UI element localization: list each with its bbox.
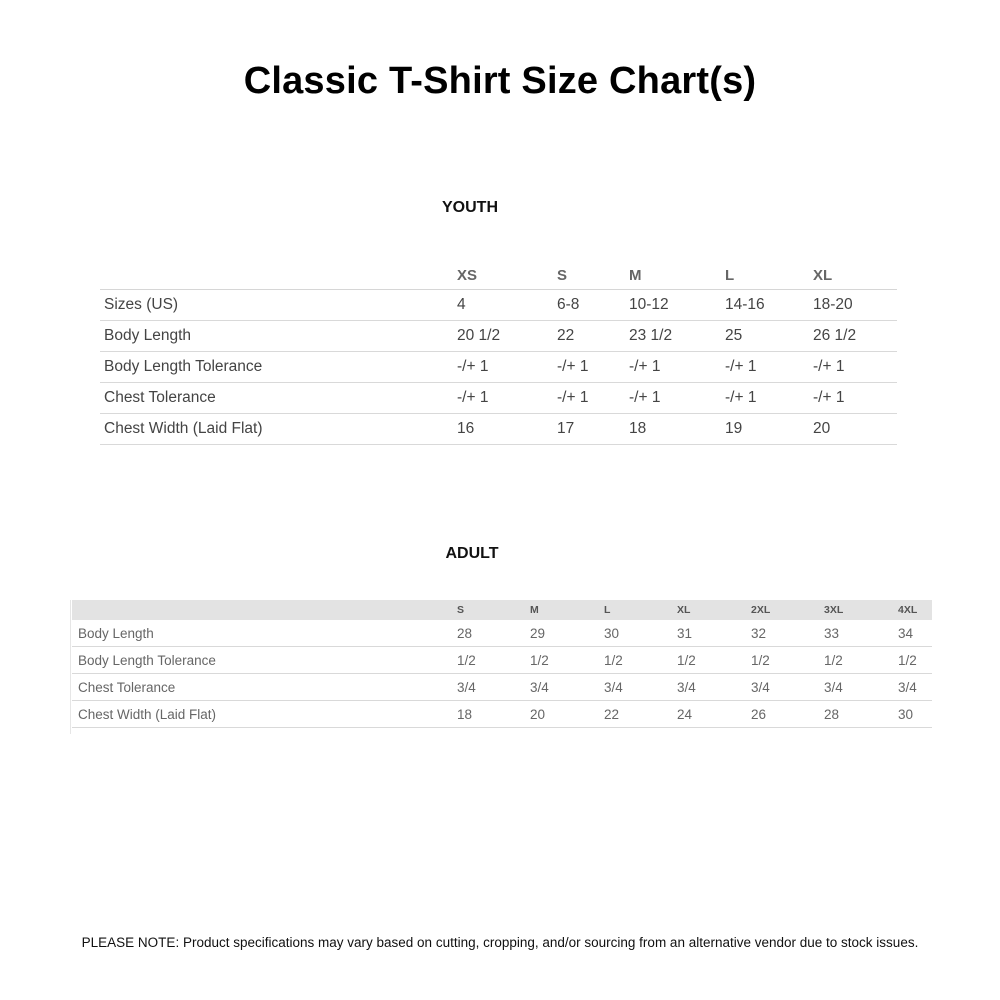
table-row: [72, 674, 932, 701]
table-cell: 18: [457, 701, 530, 728]
table-cell: 25: [725, 321, 813, 352]
row-label: Body Length Tolerance: [100, 352, 457, 383]
table-cell: -/+ 1: [813, 383, 897, 414]
row-label: Chest Tolerance: [72, 674, 457, 701]
youth-header-label-cell: [100, 262, 457, 290]
table-cell: 24: [677, 701, 751, 728]
table-cell: 16: [457, 414, 557, 445]
table-cell: 30: [604, 620, 677, 647]
adult-header-label-cell: [72, 600, 457, 620]
table-cell: -/+ 1: [457, 383, 557, 414]
adult-section-title: ADULT: [445, 545, 499, 562]
adult-col-header: 2XL: [751, 600, 824, 620]
table-cell: 18-20: [813, 290, 897, 321]
table-cell: 23 1/2: [629, 321, 725, 352]
youth-col-header: L: [725, 262, 813, 290]
table-cell: 1/2: [457, 647, 530, 674]
table-row: [100, 290, 897, 321]
table-cell: 1/2: [677, 647, 751, 674]
row-label: Sizes (US): [100, 290, 457, 321]
adult-size-table: [72, 600, 932, 728]
table-cell: 3/4: [604, 674, 677, 701]
table-cell: -/+ 1: [557, 383, 629, 414]
table-cell: 1/2: [898, 647, 932, 674]
table-row: [100, 321, 897, 352]
youth-col-header: XS: [457, 262, 557, 290]
table-row: [100, 414, 897, 445]
adult-col-header: S: [457, 600, 530, 620]
table-row: [72, 701, 932, 728]
table-row: [100, 383, 897, 414]
table-cell: -/+ 1: [629, 352, 725, 383]
youth-section-title: YOUTH: [442, 199, 498, 216]
table-row: [72, 647, 932, 674]
adult-header-row: [72, 600, 932, 620]
table-cell: 30: [898, 701, 932, 728]
table-cell: 1/2: [604, 647, 677, 674]
youth-header-row: [100, 262, 897, 290]
table-cell: 10-12: [629, 290, 725, 321]
table-cell: 32: [751, 620, 824, 647]
row-label: Body Length: [100, 321, 457, 352]
table-cell: 3/4: [898, 674, 932, 701]
table-cell: -/+ 1: [725, 352, 813, 383]
table-cell: 22: [557, 321, 629, 352]
table-cell: 1/2: [530, 647, 604, 674]
table-cell: 6-8: [557, 290, 629, 321]
table-cell: 14-16: [725, 290, 813, 321]
table-cell: 4: [457, 290, 557, 321]
table-cell: 22: [604, 701, 677, 728]
adult-table-container: [70, 600, 933, 734]
table-cell: 20 1/2: [457, 321, 557, 352]
table-cell: 28: [824, 701, 898, 728]
table-row: [100, 352, 897, 383]
table-cell: 3/4: [751, 674, 824, 701]
table-cell: 20: [813, 414, 897, 445]
row-label: Body Length Tolerance: [72, 647, 457, 674]
table-cell: 3/4: [457, 674, 530, 701]
adult-col-header: L: [604, 600, 677, 620]
table-cell: 26 1/2: [813, 321, 897, 352]
adult-col-header: M: [530, 600, 604, 620]
table-cell: -/+ 1: [557, 352, 629, 383]
youth-size-table: [100, 262, 897, 445]
row-label: Chest Width (Laid Flat): [72, 701, 457, 728]
adult-col-header: 4XL: [898, 600, 932, 620]
table-cell: -/+ 1: [457, 352, 557, 383]
table-cell: 28: [457, 620, 530, 647]
adult-col-header: 3XL: [824, 600, 898, 620]
youth-col-header: M: [629, 262, 725, 290]
youth-col-header: S: [557, 262, 629, 290]
table-cell: 19: [725, 414, 813, 445]
table-cell: 18: [629, 414, 725, 445]
row-label: Body Length: [72, 620, 457, 647]
table-cell: -/+ 1: [725, 383, 813, 414]
adult-col-header: XL: [677, 600, 751, 620]
table-cell: 3/4: [530, 674, 604, 701]
table-cell: -/+ 1: [629, 383, 725, 414]
table-cell: 1/2: [824, 647, 898, 674]
table-cell: 3/4: [824, 674, 898, 701]
table-cell: 1/2: [751, 647, 824, 674]
table-cell: 34: [898, 620, 932, 647]
table-cell: 17: [557, 414, 629, 445]
table-cell: -/+ 1: [813, 352, 897, 383]
page-title: Classic T-Shirt Size Chart(s): [243, 60, 757, 102]
youth-col-header: XL: [813, 262, 897, 290]
table-cell: 33: [824, 620, 898, 647]
table-cell: 31: [677, 620, 751, 647]
table-cell: 3/4: [677, 674, 751, 701]
row-label: Chest Width (Laid Flat): [100, 414, 457, 445]
table-cell: 29: [530, 620, 604, 647]
disclaimer-note: PLEASE NOTE: Product specifications may vary based on cutting, cropping, and/or sourcing from an alternative vendor due to stock issues.: [81, 935, 919, 950]
table-cell: 20: [530, 701, 604, 728]
table-row: [72, 620, 932, 647]
table-cell: 26: [751, 701, 824, 728]
row-label: Chest Tolerance: [100, 383, 457, 414]
